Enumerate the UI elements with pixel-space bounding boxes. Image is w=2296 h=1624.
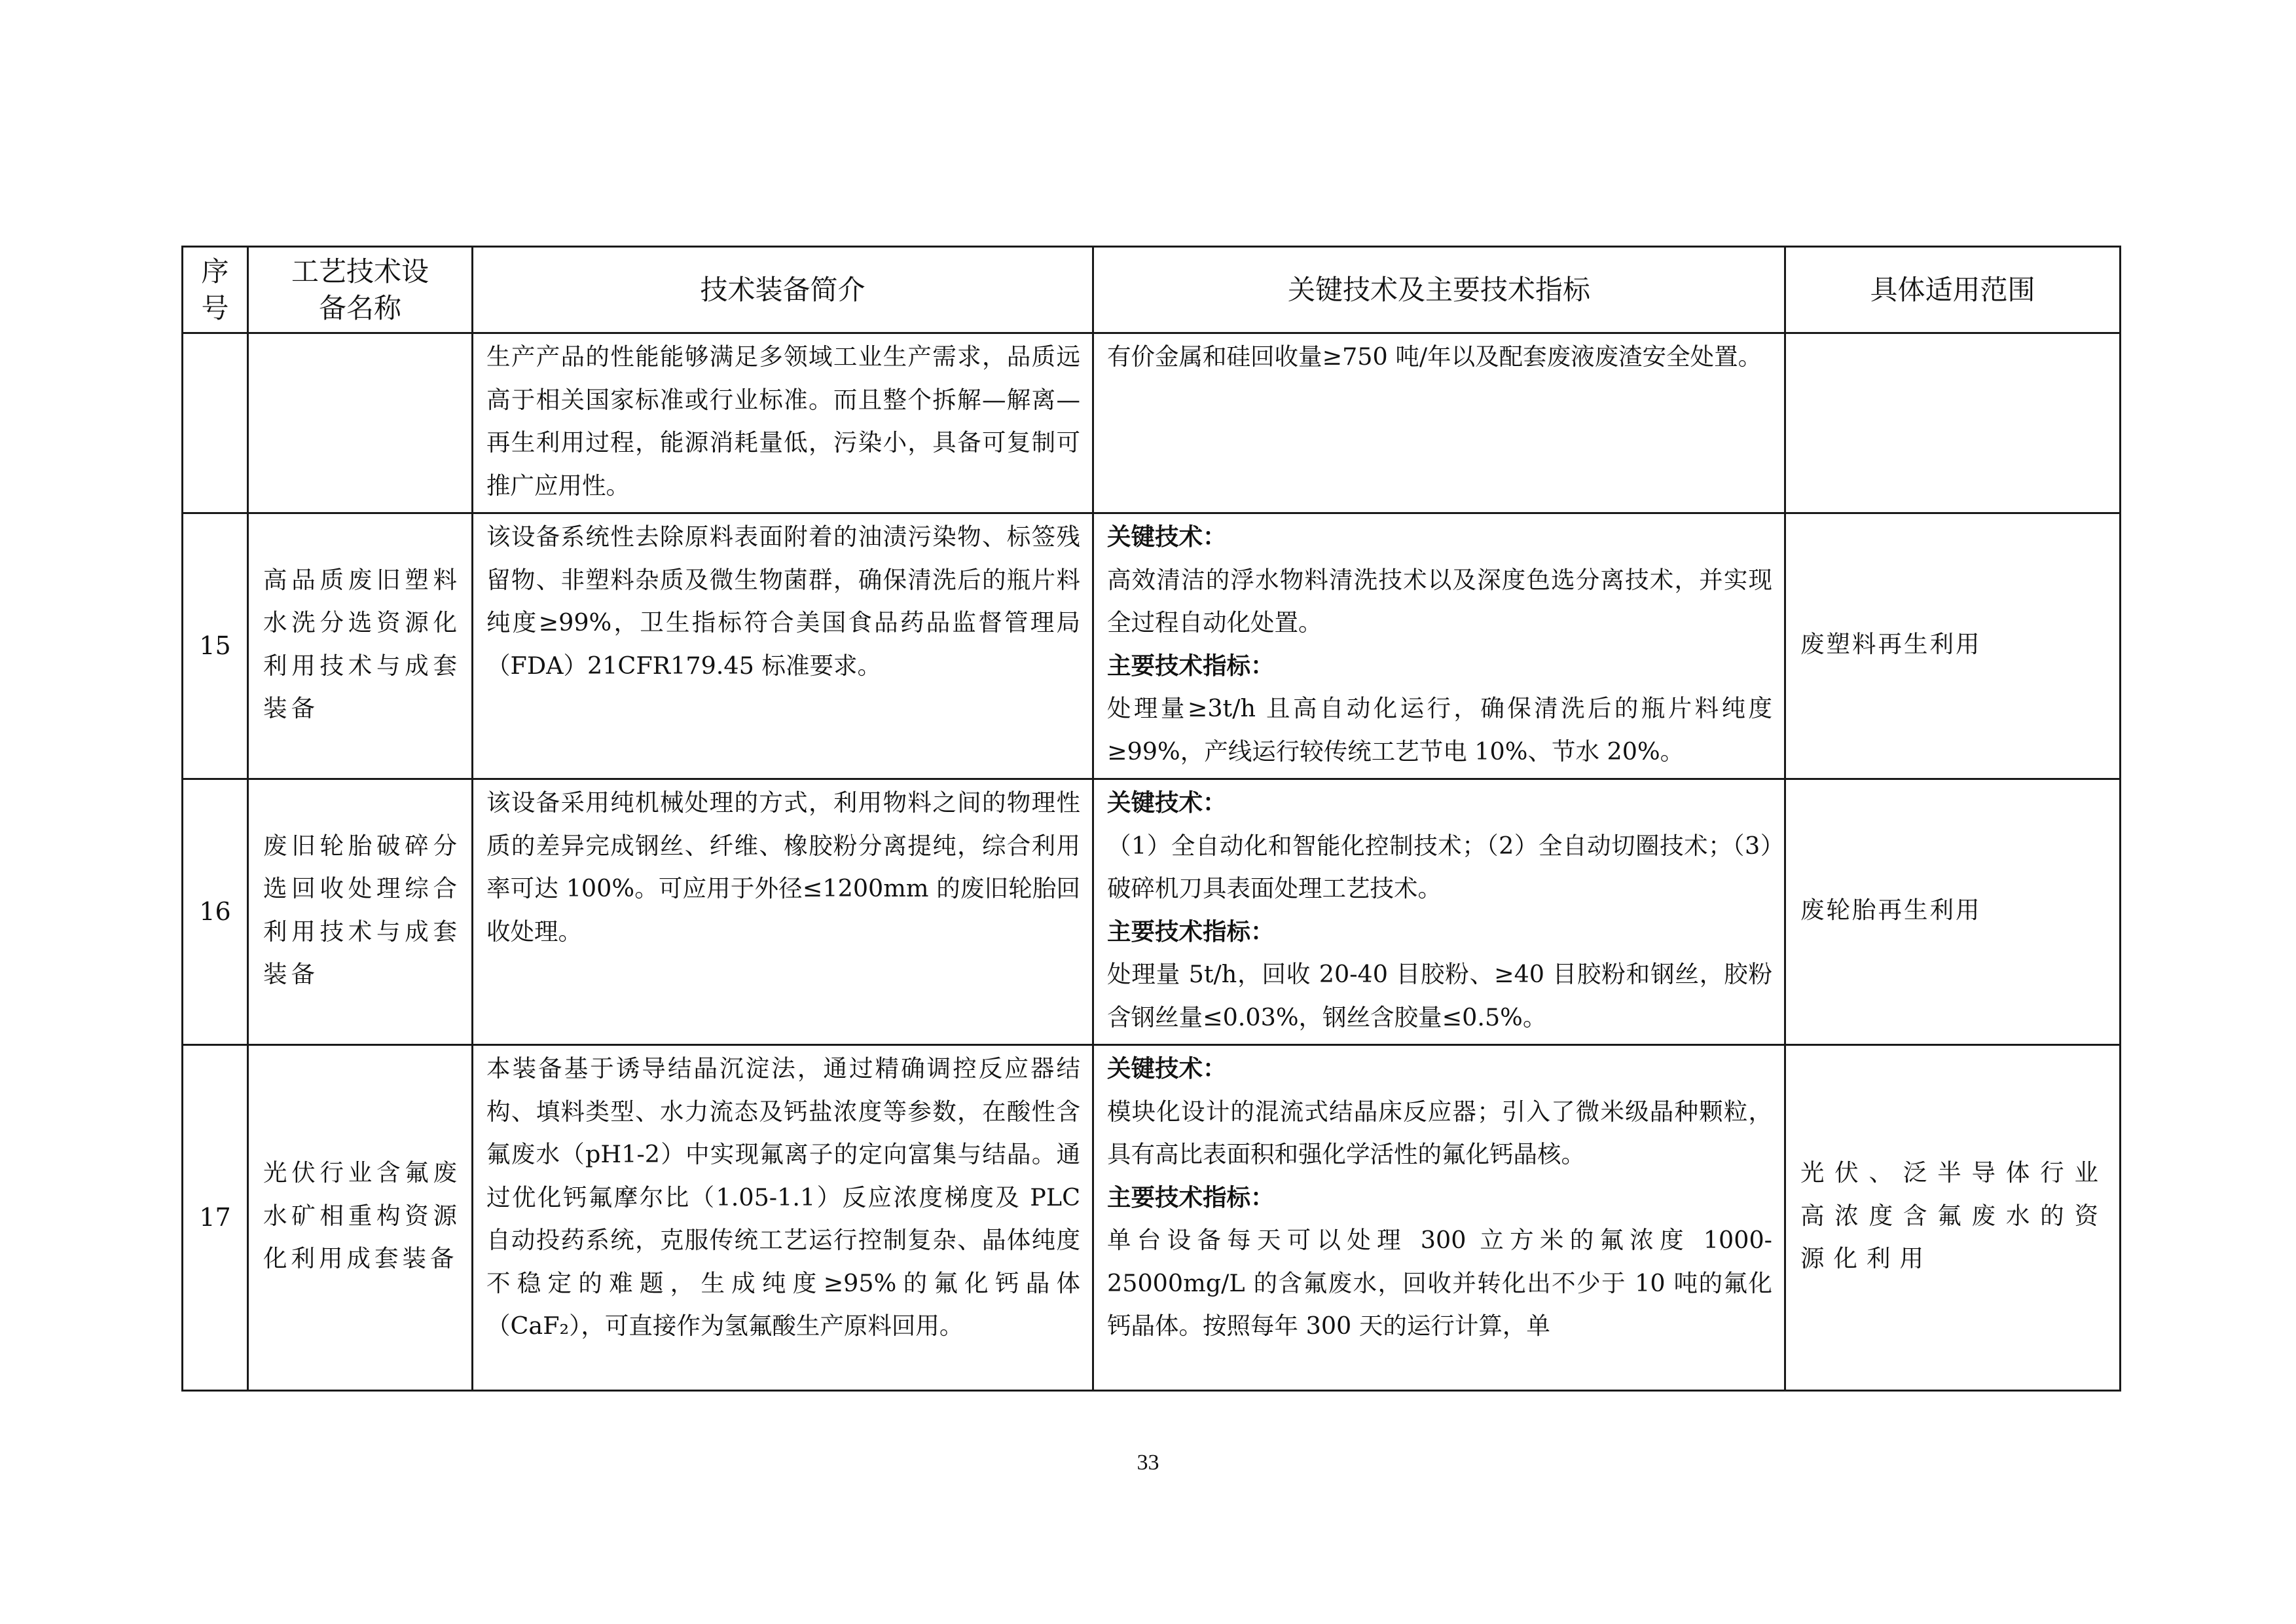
- row-name: 光伏行业含氟废水矿相重构资源化利用成套装备: [248, 1045, 473, 1391]
- row-key-tech: [1093, 779, 1785, 1045]
- row-seq: 15: [183, 513, 248, 779]
- table-row: [183, 1045, 2121, 1391]
- row-key-tech: [1093, 1045, 1785, 1391]
- key-text: 高效清洁的浮水物料清洗技术以及深度色选分离技术，并实现全过程自动化处置。: [1107, 565, 1772, 637]
- key-tech-label: 关键技术：: [1107, 523, 1227, 551]
- table-header-row: [183, 247, 2121, 333]
- table-row: [183, 513, 2121, 779]
- header-scope: 具体适用范围: [1785, 247, 2121, 333]
- table-row: [183, 779, 2121, 1045]
- row-seq: 17: [183, 1045, 248, 1391]
- page-number: 33: [1137, 1450, 1159, 1475]
- row-name: 高品质废旧塑料水洗分选资源化利用技术与成套装备: [248, 513, 473, 779]
- row-intro: 本装备基于诱导结晶沉淀法，通过精确调控反应器结构、填料类型、水力流态及钙盐浓度等参数，在酸性含氟废水（pH1-2）中实现氟离子的定向富集与结晶。通过优化钙氟摩尔比（1.05-1.1）反应浓度梯度及 PLC 自动投药系统，克服传统工艺运行控制复杂、晶体纯度不稳定的难题，生成纯度≥95%的氟化钙晶体（CaF₂），可直接作为氢氟酸生产原料回用。: [473, 1045, 1093, 1391]
- row-scope: 废塑料再生利用: [1785, 513, 2121, 779]
- key-tech-label: 关键技术：: [1107, 788, 1227, 817]
- key-tech-label: 关键技术：: [1107, 1054, 1227, 1082]
- header-intro: 技术装备简介: [473, 247, 1093, 333]
- header-name: 工艺技术设 备名称: [248, 247, 473, 333]
- key-text: （1）全自动化和智能化控制技术；（2）全自动切圈技术；（3）破碎机刀具表面处理工艺技术。: [1107, 831, 1772, 902]
- row-intro: 生产产品的性能能够满足多领域工业生产需求，品质远高于相关国家标准或行业标准。而且整个拆解—解离—再生利用过程，能源消耗量低，污染小，具备可复制可推广应用性。: [473, 333, 1093, 513]
- main-index-label: 主要技术指标：: [1107, 651, 1275, 680]
- header-seq: 序 号: [183, 247, 248, 333]
- row-intro: 该设备采用纯机械处理的方式，利用物料之间的物理性质的差异完成钢丝、纤维、橡胶粉分离提纯，综合利用率可达 100%。可应用于外径≤1200mm 的废旧轮胎回收处理。: [473, 779, 1093, 1045]
- row-seq: 16: [183, 779, 248, 1045]
- row-key-tech: [1093, 513, 1785, 779]
- row-key-tech: [1093, 333, 1785, 513]
- header-key-tech: 关键技术及主要技术指标: [1093, 247, 1785, 333]
- row-intro: 该设备系统性去除原料表面附着的油渍污染物、标签残留物、非塑料杂质及微生物菌群，确保清洗后的瓶片料纯度≥99%，卫生指标符合美国食品药品监督管理局（FDA）21CFR179.45 标准要求。: [473, 513, 1093, 779]
- main-index-label: 主要技术指标：: [1107, 1183, 1275, 1211]
- row-scope: 光伏、泛半导体行业高浓度含氟废水的资源化利用: [1785, 1045, 2121, 1391]
- table-row: [183, 333, 2121, 513]
- index-text: 处理量 5t/h，回收 20-40 目胶粉、≥40 目胶粉和钢丝，胶粉含钢丝量≤0.03%，钢丝含胶量≤0.5%。: [1107, 960, 1772, 1031]
- main-index-label: 主要技术指标：: [1107, 917, 1275, 946]
- row-name: [248, 333, 473, 513]
- index-text: 单台设备每天可以处理 300 立方米的氟浓度 1000-25000mg/L 的含氟废水，回收并转化出不少于 10 吨的氟化钙晶体。按照每年 300 天的运行计算，单: [1107, 1226, 1772, 1340]
- key-text: 模块化设计的混流式结晶床反应器；引入了微米级晶种颗粒，具有高比表面积和强化学活性的氟化钙晶核。: [1107, 1097, 1772, 1168]
- row-seq: [183, 333, 248, 513]
- equipment-table: [181, 246, 2121, 1392]
- index-text: 处理量≥3t/h 且高自动化运行，确保清洗后的瓶片料纯度≥99%，产线运行较传统工艺节电 10%、节水 20%。: [1107, 694, 1772, 766]
- key-text: 有价金属和硅回收量≥750 吨/年以及配套废液废渣安全处置。: [1107, 342, 1762, 371]
- row-scope: [1785, 333, 2121, 513]
- row-scope: 废轮胎再生利用: [1785, 779, 2121, 1045]
- row-name: 废旧轮胎破碎分选回收处理综合利用技术与成套装备: [248, 779, 473, 1045]
